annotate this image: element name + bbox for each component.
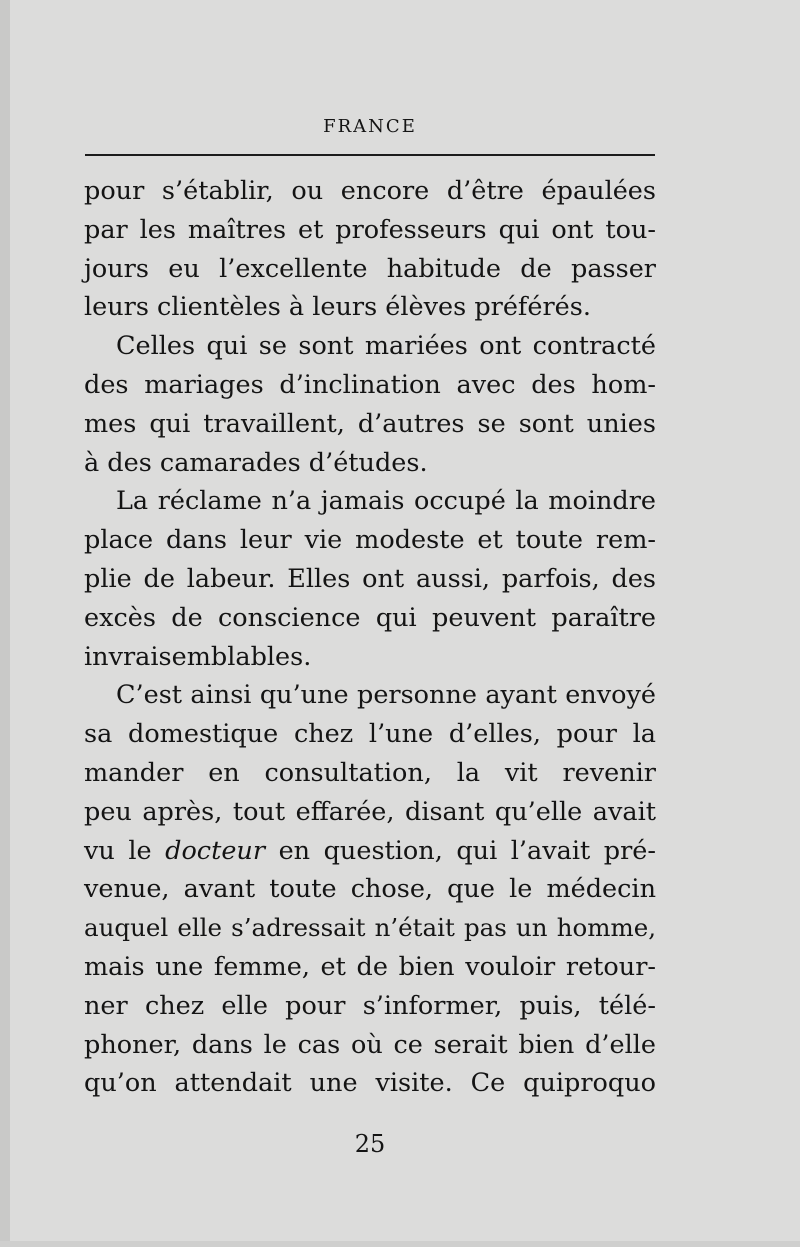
text-line: qu’on attendait une visite. Ce quiproquo xyxy=(84,1068,656,1099)
text-line: mais une femme, et de bien vouloir retour- xyxy=(84,951,656,982)
text-line: leurs clientèles à leurs élèves préférés. xyxy=(84,292,591,323)
text-line: phoner, dans le cas où ce serait bien d’elle xyxy=(84,1029,656,1060)
text-line-segment: en question, qui l’avait pré- xyxy=(265,835,656,866)
text-line: sa domestique chez l’une d’elles, pour la xyxy=(84,719,656,750)
text-line: C’est ainsi qu’une personne ayant envoyé xyxy=(116,680,656,711)
text-line: jours eu l’excellente habitude de passer xyxy=(84,253,656,284)
text-line: pour s’établir, ou encore d’être épaulées xyxy=(84,176,656,206)
running-head: FRANCE xyxy=(323,116,417,137)
text-line: La réclame n’a jamais occupé la moindre xyxy=(116,486,656,517)
page-bottom-edge xyxy=(0,1241,800,1247)
text-line: invraisemblables. xyxy=(84,641,312,672)
page-shadow-edge xyxy=(0,0,10,1247)
text-line: plie de labeur. Elles ont aussi, parfois, des xyxy=(84,563,656,594)
text-line: mes qui travaillent, d’autres se sont unies xyxy=(84,408,656,439)
text-line: venue, avant toute chose, que le médecin xyxy=(84,874,656,905)
text-line-segment: vu le xyxy=(84,835,166,866)
body-text xyxy=(84,172,656,1103)
text-line: mander en consultation, la vit revenir xyxy=(84,757,656,788)
page-number: 25 xyxy=(354,1130,386,1158)
italic-word: docteur xyxy=(165,835,266,866)
text-line: peu après, tout effarée, disant qu’elle avait xyxy=(84,796,656,827)
text-line: Celles qui se sont mariées ont contracté xyxy=(116,331,656,362)
text-line: ner chez elle pour s’informer, puis, télé- xyxy=(84,990,656,1021)
text-line: des mariages d’inclination avec des hom- xyxy=(84,369,656,400)
text-line: par les maîtres et professeurs qui ont tou- xyxy=(84,214,656,245)
text-line: auquel elle s’adressait n’était pas un homme, xyxy=(84,913,656,943)
text-line: excès de conscience qui peuvent paraître xyxy=(84,602,656,633)
header-rule xyxy=(85,154,655,156)
text-line xyxy=(84,832,656,871)
text-line: à des camarades d’études. xyxy=(84,447,428,478)
text-line: place dans leur vie modeste et toute rem- xyxy=(84,525,656,556)
